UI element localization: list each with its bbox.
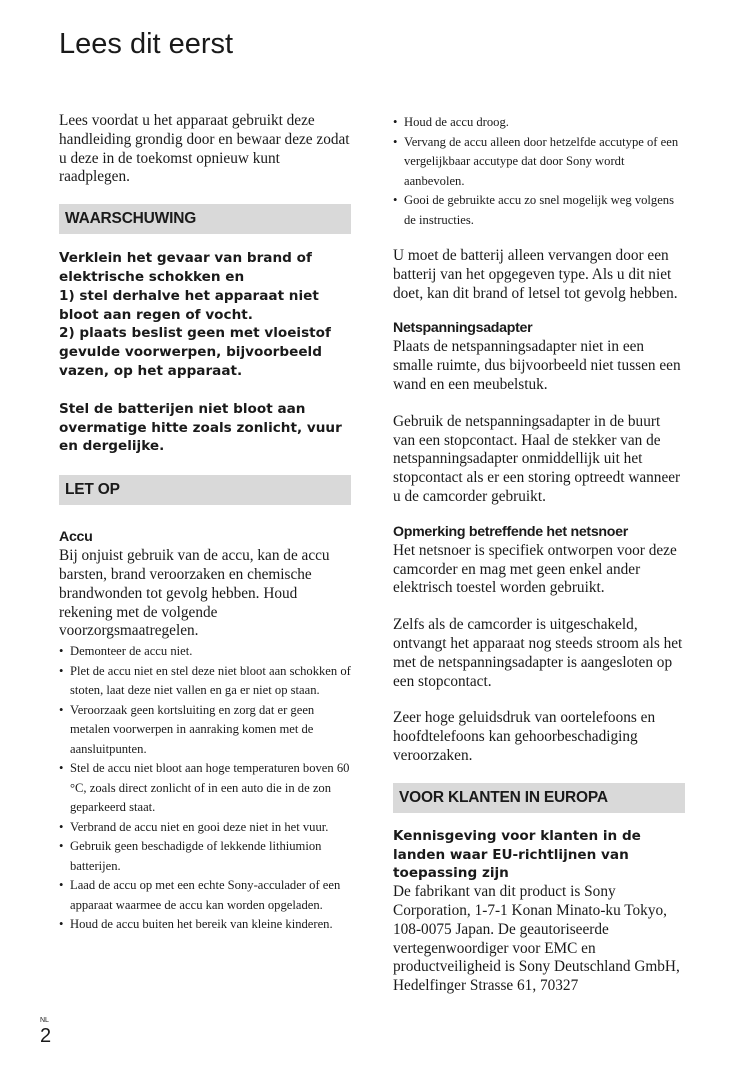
list-item: • Houd de accu droog. [393, 113, 685, 133]
warning-heat-text: Stel de batterijen niet bloot aan overmatige hitte zoals zonlicht, vuur en dergelijke. [59, 400, 342, 455]
list-item: • Gebruik geen beschadigde of lekkende lithiumion batterijen. [59, 837, 351, 876]
list-item: • Demonteer de accu niet. [59, 642, 351, 662]
adapter-text-2: Gebruik de netspanningsadapter in de buurt van een stopcontact. Haal de stekker van de netspanningsadapter onmiddellijk uit het stopcontact als er een storing optreedt wanneer u de camcorder gebruikt. [393, 412, 681, 505]
warning-line: Verklein het gevaar van brand of elektrische schokken en [59, 250, 312, 285]
warning-heading: WAARSCHUWING [59, 204, 351, 234]
warning-line: 1) stel derhalve het apparaat niet bloot aan regen of vocht. [59, 287, 319, 323]
europe-notice: Kennisgeving voor klanten in de landen waar EU-richtlijnen van toepassing zijn [393, 827, 641, 882]
cord-text-1: Het netsnoer is specifiek ontworpen voor deze camcorder en mag met geen enkel ander elektrisch toestel worden gebruikt. [393, 541, 677, 597]
page-title: Lees dit eerst [59, 28, 234, 60]
warning-block [59, 249, 351, 381]
list-item: • Stel de accu niet bloot aan hoge temperaturen boven 60 °C, zoals direct zonlicht of in een auto die in de zon geparkeerd staat. [59, 759, 351, 818]
cord-text-2: Zelfs als de camcorder is uitgeschakeld, ontvangt het apparaat nog steeds stroom als het met de netspanningsadapter is aangesloten op een stopcontact. [393, 616, 683, 690]
right-column [393, 112, 685, 996]
page-number: 2 [40, 1025, 52, 1047]
europe-heading: VOOR KLANTEN IN EUROPA [393, 783, 685, 813]
cord-text-3: Zeer hoge geluidsdruk van oortelefoons en hoofdtelefoons kan gehoorbeschadiging veroorzaken. [393, 709, 656, 764]
accu-bullet-list-continued [393, 113, 685, 230]
accu-text: Bij onjuist gebruik van de accu, kan de accu barsten, brand veroorzaken en chemische brandwonden tot gevolg hebben. Houd rekening met de volgende voorzorgsmaatregelen. [59, 547, 330, 640]
intro-text: Lees voordat u het apparaat gebruikt deze handleiding grondig door en bewaar deze zodat u deze in de toekomst opnieuw kunt raadplegen. [59, 112, 350, 186]
list-item: • Verbrand de accu niet en gooi deze niet in het vuur. [59, 818, 351, 838]
list-item: • Veroorzaak geen kortsluiting en zorg dat er geen metalen voorwerpen in aanraking komen met de aansluitpunten. [59, 701, 351, 760]
list-item: • Vervang de accu alleen door hetzelfde accutype of een vergelijkbaar accutype dat door Sony wordt aanbevolen. [393, 133, 685, 192]
accu-bullet-list [59, 642, 351, 935]
list-item: • Gooi de gebruikte accu zo snel mogelijk weg volgens de instructies. [393, 191, 685, 230]
page-language: NL [40, 1017, 49, 1024]
battery-text: U moet de batterij alleen vervangen door een batterij van het opgegeven type. Als u dit niet doet, kan dit brand of letsel tot gevolg hebben. [393, 247, 678, 302]
accu-heading: Accu [59, 529, 93, 546]
warning-line: 2) plaats beslist geen met vloeistof gevulde voorwerpen, bijvoorbeeld vazen, op het apparaat. [59, 325, 331, 379]
cord-heading: Opmerking betreffende het netsnoer [393, 523, 628, 540]
caution-heading: LET OP [59, 475, 351, 505]
list-item: • Plet de accu niet en stel deze niet bloot aan schokken of stoten, laat deze niet vallen en ga er niet op staan. [59, 662, 351, 701]
left-column [59, 112, 351, 935]
list-item: • Houd de accu buiten het bereik van kleine kinderen. [59, 915, 351, 935]
adapter-heading: Netspanningsadapter [393, 320, 533, 337]
list-item: • Laad de accu op met een echte Sony-acculader of een apparaat waarmee de accu kan worden opgeladen. [59, 876, 351, 915]
europe-text: De fabrikant van dit product is Sony Corporation, 1-7-1 Konan Minato-ku Tokyo, 108-0075 Japan. De geautoriseerde vertegenwoordiger voor EMC en productveiligheid is Sony Deutschland GmbH, Hedelfinger Strasse 61, 70327 [393, 883, 680, 995]
adapter-text-1: Plaats de netspanningsadapter niet in een smalle ruimte, dus bijvoorbeeld niet tussen een wand en een meubelstuk. [393, 338, 681, 393]
